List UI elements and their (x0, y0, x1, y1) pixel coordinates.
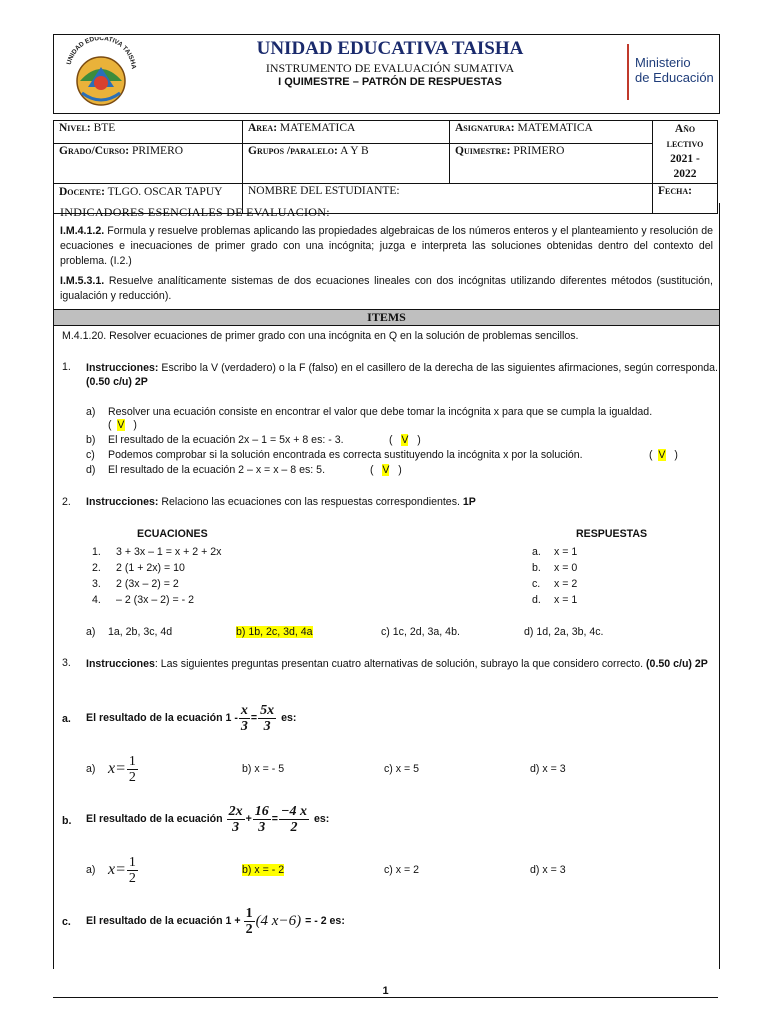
period-title: I QUIMESTRE – PATRÓN DE RESPUESTAS (278, 76, 502, 88)
q3a-letter: a. (62, 713, 71, 725)
docente-value: TLGO. OSCAR TAPUY (107, 186, 223, 198)
indicador-2-code: I.M.5.3.1. (60, 275, 105, 287)
q3-instructions (86, 657, 718, 671)
q1-item-c-answer: ( V ) (649, 449, 678, 461)
school-name: UNIDAD EDUCATIVA TAISHA (256, 38, 524, 59)
q2-option-a-letter: a) (86, 626, 96, 638)
q3b-f2-num: 16 (254, 803, 269, 819)
q3a-option-a-x: x= (108, 760, 126, 777)
q1-item-b-answer-value: V (401, 434, 409, 446)
nivel-label: Nivel: (59, 122, 91, 134)
page-number: 1 (382, 985, 389, 997)
q3b-ob-den: 2 (128, 870, 136, 886)
fecha-label: Fecha: (658, 185, 692, 197)
q3a-f1-num: x (240, 702, 248, 718)
q3b-f1-num: 2x (228, 803, 243, 819)
q3b-option-a-fraction (127, 855, 138, 886)
q3b-option-a-letter: a) (86, 864, 96, 876)
q2-equation-list (92, 544, 221, 608)
q3a-suffix: es: (281, 712, 297, 724)
q2-eq-text: 2 (1 + 2x) = 10 (116, 562, 185, 574)
q3b-f1-den: 3 (232, 819, 240, 835)
q2-eq-num: 3. (92, 578, 101, 590)
q2-instructions (86, 496, 718, 508)
q2-ans-value: x = 0 (554, 562, 578, 574)
q1-number: 1. (62, 361, 71, 373)
q3a-prefix: El resultado de la ecuación 1 - (86, 712, 238, 724)
q2-answer (532, 576, 577, 592)
info-table (53, 120, 718, 214)
estudiante-label: NOMBRE DEL ESTUDIANTE: (248, 185, 400, 197)
q2-option-a (86, 626, 172, 638)
ministry-logo (635, 55, 714, 85)
q2-ans-value: x = 1 (554, 594, 578, 606)
docente-label: Docente: (59, 186, 105, 198)
q3a-option-c: c) x = 5 (384, 763, 420, 775)
q3b-f2-den: 3 (258, 819, 266, 835)
q3-points: (0.50 c/u) 2P (646, 658, 708, 670)
q2-option-b: b) 1b, 2c, 3d, 4a (236, 626, 313, 638)
grupos-value: A Y B (340, 144, 369, 157)
ministry-divider (627, 44, 629, 100)
q2-ans-value: x = 2 (554, 578, 578, 590)
q3b-ob-num: 1 (128, 854, 136, 870)
q3c-fraction (244, 906, 255, 937)
q2-equation (92, 576, 221, 592)
asignatura-label: Asignatura: (455, 122, 515, 134)
q1-item-c-answer-value: V (658, 449, 666, 461)
q2-eq-num: 2. (92, 562, 101, 574)
school-logo (60, 37, 142, 109)
q3a-oa-num: 1 (128, 753, 136, 769)
q3a-option-a-fraction (127, 754, 138, 785)
q2-equation (92, 560, 221, 576)
q2-option-a-text: 1a, 2b, 3c, 4d (108, 626, 173, 638)
q2-option-c: c) 1c, 2d, 3a, 4b. (381, 626, 460, 638)
q3b-letter: b. (62, 815, 72, 827)
q2-text: Relaciono las ecuaciones con las respuestas correspondientes. (158, 496, 463, 508)
q1-item-b-letter: b) (86, 434, 96, 446)
q3a-option-a (86, 750, 139, 788)
q3-number: 3. (62, 657, 71, 669)
q1-points: (0.50 c/u) 2P (86, 376, 148, 388)
indicadores-box (53, 203, 720, 310)
q3c-paren: (4 x−6) (255, 912, 302, 929)
q2-equation (92, 544, 221, 560)
q2-number: 2. (62, 496, 71, 508)
q2-label: Instrucciones: (86, 496, 159, 508)
q3b-option-b: b) x = - 2 (242, 864, 285, 876)
anio-label2: lectivo (666, 138, 704, 150)
q2-answer-list (532, 544, 577, 608)
q3a-option-a-letter: a) (86, 763, 96, 775)
q3c-f-num: 1 (245, 905, 253, 921)
q2-col-ecuaciones: ECUACIONES (137, 528, 208, 540)
q3b-suffix: es: (313, 813, 330, 825)
q3a-equals: = (250, 712, 258, 724)
q3b-question (86, 800, 329, 838)
q1-item-d-text: El resultado de la ecuación 2 – x = x – 8 es: 5. (108, 464, 326, 476)
footer-rule (53, 997, 718, 998)
q2-col-respuestas: RESPUESTAS (576, 528, 648, 540)
q2-answer (532, 544, 577, 560)
q3a-question (86, 699, 296, 737)
q1-instructions (86, 361, 718, 389)
q3b-option-c: c) x = 2 (384, 864, 420, 876)
indicador-1-text: Formula y resuelve problemas aplicando las propiedades algebraicas de los números enteros y el planteamiento y resolución de ecuaciones e inecuaciones de primer grado con una incógnita; juzga e interpreta las soluciones obtenidas dentro del contexto del problema. (I.2.) (60, 225, 713, 267)
q3b-prefix: El resultado de la ecuación (86, 813, 223, 825)
grado-value: PRIMERO (131, 144, 184, 157)
quimestre-label: Quimestre: (455, 144, 511, 157)
q3c-question (86, 902, 345, 940)
q3b-f3-num: −4 x (280, 803, 307, 819)
q1-item-a-answer-value: V (117, 419, 125, 431)
q1-item-d-answer-value: V (382, 464, 390, 476)
q3b-equals: = (271, 813, 278, 825)
q1-item-c-text: Podemos comprobar si la solución encontrada es correcta sustituyendo la incógnita x por la solución. (108, 449, 583, 461)
q3a-f2-den: 3 (263, 718, 271, 734)
asignatura-value: MATEMATICA (517, 122, 593, 134)
q2-eq-num: 4. (92, 594, 101, 606)
indicadores-title: INDICADORES ESENCIALES DE EVALUACION: (60, 205, 330, 219)
q3c-suffix: = - 2 es: (305, 915, 345, 927)
skill-text: M.4.1.20. Resolver ecuaciones de primer grado con una incógnita en Q en la solución de problemas sencillos. (62, 330, 579, 342)
anio-value: 2021 - 2022 (670, 153, 700, 180)
q1-item-b-answer: ( V ) (389, 434, 421, 446)
q3b-option-d: d) x = 3 (530, 864, 566, 876)
q3-text: : Las siguientes preguntas presentan cuatro alternativas de solución, subrayo la que considero correcto. (154, 658, 647, 670)
indicador-1-code: I.M.4.1.2. (60, 225, 105, 237)
q1-item-d-letter: d) (86, 464, 96, 476)
q3b-option-a (86, 851, 139, 889)
q3c-f-den: 2 (245, 921, 253, 937)
q1-text: Escribo la V (verdadero) o la F (falso) en el casillero de la derecha de las siguientes afirmaciones, según corresponda. (158, 362, 718, 374)
q3a-option-b: b) x = - 5 (242, 763, 285, 775)
q2-ans-letter: a. (532, 546, 541, 558)
q2-answer (532, 560, 577, 576)
ministry-line1: Ministerio (635, 55, 691, 70)
q3b-fraction-3 (279, 804, 309, 835)
q3-label: Instrucciones (86, 658, 155, 670)
q2-option-d: d) 1d, 2a, 3b, 4c. (524, 626, 604, 638)
indicador-1 (54, 222, 719, 271)
area-label: Area: (248, 122, 278, 134)
ministry-line2: de Educación (635, 70, 714, 85)
q3b-plus: + (245, 813, 252, 825)
q1-item-a-answer: ( V ) (108, 419, 137, 431)
q2-eq-text: 3 + 3x – 1 = x + 2 + 2x (116, 546, 222, 558)
q3b-fraction-1 (227, 804, 245, 835)
q3b-option-a-x: x= (108, 861, 126, 878)
q3b-f3-den: 2 (290, 819, 298, 835)
q2-ans-letter: d. (532, 594, 541, 606)
grupos-label: Grupos /paralelo: (248, 144, 338, 157)
quimestre-value: PRIMERO (513, 144, 565, 157)
q3a-f1-den: 3 (240, 718, 248, 734)
q2-eq-num: 1. (92, 546, 101, 558)
q3a-f2-num: 5x (260, 702, 275, 718)
indicador-2-text: Resuelve analíticamente sistemas de dos ecuaciones lineales con dos incógnitas utilizando diferentes métodos (sustitución, igualación y reducción). (60, 275, 713, 302)
q3a-fraction-2 (258, 703, 276, 734)
nivel-value: BTE (93, 122, 116, 134)
q2-ans-letter: c. (532, 578, 541, 590)
q2-answer (532, 592, 577, 608)
q3c-prefix: El resultado de la ecuación 1 + (86, 915, 241, 927)
q1-item-c-letter: c) (86, 449, 95, 461)
instrument-title: INSTRUMENTO DE EVALUACIÓN SUMATIVA (265, 61, 515, 75)
q1-label: Instrucciones: (86, 362, 159, 374)
grado-label: Grado/Curso: (59, 144, 130, 157)
q2-eq-text: – 2 (3x – 2) = - 2 (116, 594, 195, 606)
q3b-fraction-2 (253, 804, 271, 835)
q1-item-a-text: Resolver una ecuación consiste en encontrar el valor que debe tomar la incógnita x para que se cumpla la igualdad. (108, 406, 653, 418)
q3c-letter: c. (62, 916, 71, 928)
q1-item-a-letter: a) (86, 406, 96, 418)
q3a-fraction-1 (239, 703, 250, 734)
items-title: ITEMS (53, 309, 720, 326)
q3a-oa-den: 2 (128, 769, 136, 785)
q2-points: 1P (462, 496, 476, 508)
q2-equation (92, 592, 221, 608)
q3a-option-d: d) x = 3 (530, 763, 566, 775)
logo-text: UNIDAD EDUCATIVA TAISHA (65, 37, 137, 70)
anio-label1: Año (674, 123, 696, 135)
q2-ans-value: x = 1 (554, 546, 578, 558)
q2-ans-letter: b. (532, 562, 541, 574)
area-value: MATEMATICA (279, 122, 356, 134)
indicador-2 (54, 271, 719, 307)
q1-item-d-answer: ( V ) (370, 464, 402, 476)
q1-item-b-text: El resultado de la ecuación 2x – 1 = 5x + 8 es: - 3. (108, 434, 344, 446)
q2-eq-text: 2 (3x – 2) = 2 (116, 578, 179, 590)
